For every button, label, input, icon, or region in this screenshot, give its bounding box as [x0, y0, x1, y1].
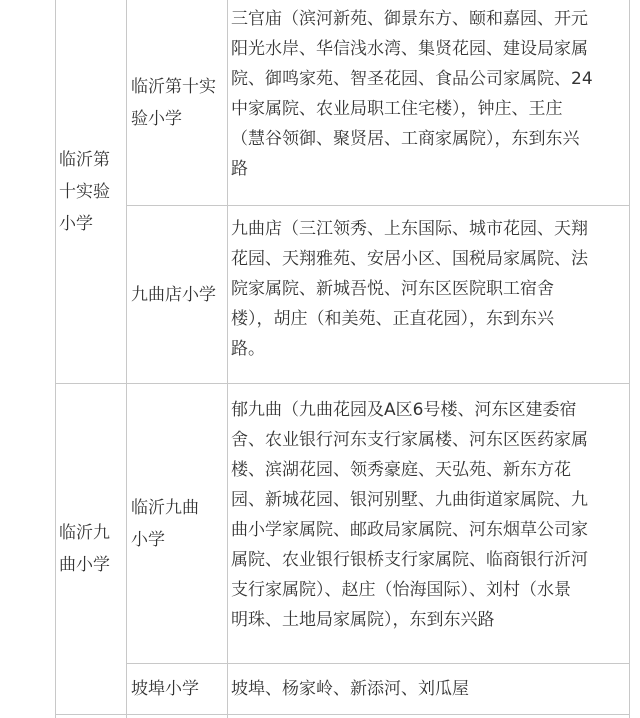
cell-text-line: 临沂九: [59, 523, 110, 543]
cell-text-line: 园、新城花园、银河别墅、九曲街道家属院、九: [231, 490, 588, 510]
cell-text-line: 院、御鸣家苑、智圣花园、食品公司家属院、24: [231, 69, 593, 89]
cell-text-line: 十实验: [59, 181, 110, 202]
cell-text-line: 三官庙（滨河新苑、御景东方、颐和嘉园、开元: [231, 9, 588, 29]
cell-text-line: 九曲店小学: [131, 284, 216, 305]
cell-text-line: 明珠、土地局家属院），东到东兴路: [231, 610, 495, 630]
table-cell-catchment-area: [228, 395, 628, 662]
cell-text-line: 坡埠、杨家岭、新添河、刘瓜屋: [231, 679, 469, 699]
table-border-right: [629, 0, 630, 718]
cell-text-line: （慧谷领御、聚贤居、工商家属院），东到东兴: [231, 129, 580, 149]
cell-text-line: 中家属院、农业局职工住宅楼），钟庄、王庄: [231, 99, 563, 119]
cell-text-line: 临沂九曲: [131, 497, 199, 518]
cell-text-line: 花园、天翔雅苑、安居小区、国税局家属院、法: [231, 249, 588, 269]
table-cell-district-group: [56, 384, 126, 714]
cell-text-line: 支行家属院）、赵庄（怡海国际）、刘村（水景: [231, 580, 571, 600]
cell-text-line: 阳光水岸、华信浅水湾、集贤花园、建设局家属: [231, 39, 588, 59]
cell-text-line: 曲小学: [59, 555, 110, 575]
table-cell-school-name: [127, 664, 227, 714]
table-cell-district-group: [56, 0, 126, 383]
cell-text-line: 郁九曲（九曲花园及A区6号楼、河东区建委宿: [231, 400, 577, 420]
cell-text-line: 小学: [131, 529, 165, 550]
table-cell-school-name: [127, 0, 227, 205]
cell-text-line: 路。: [231, 339, 265, 359]
cell-text-line: 院家属院、新城吾悦、河东区医院职工宿舍: [231, 279, 554, 299]
cell-text-line: 属院、农业银行银桥支行家属院、临商银行沂河: [231, 550, 588, 570]
cell-text-line: 楼），胡庄（和美苑、正直花园），东到东兴: [231, 309, 554, 329]
cell-text-line: 坡埠小学: [131, 679, 199, 699]
row-divider: [56, 714, 629, 715]
cell-text-line: 验小学: [131, 108, 182, 129]
cell-text-line: 楼、滨湖花园、领秀豪庭、天弘苑、新东方花: [231, 460, 571, 480]
cell-text-line: 舍、农业银行河东支行家属楼、河东区医药家属: [231, 430, 588, 450]
cell-text-line: 临沂第十实: [131, 76, 216, 97]
table-cell-school-name: [127, 384, 227, 663]
cell-text-line: 九曲店（三江领秀、上东国际、城市花园、天翔: [231, 219, 588, 239]
cell-text-line: 小学: [59, 213, 93, 234]
cell-text-line: 路: [231, 159, 248, 179]
table-cell-catchment-area: [228, 674, 628, 710]
table-cell-catchment-area: [228, 214, 628, 382]
cell-text-line: 临沂第: [59, 149, 110, 170]
table-cell-catchment-area: [228, 4, 628, 204]
table-cell-school-name: [127, 206, 227, 383]
cell-text-line: 曲小学家属院、邮政局家属院、河东烟草公司家: [231, 520, 588, 540]
